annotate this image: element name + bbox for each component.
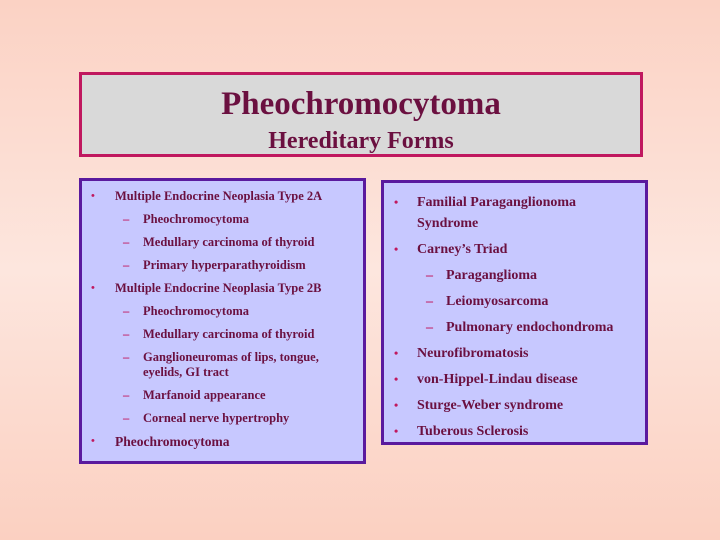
list-subitem: – Medullary carcinoma of thyroid [82, 327, 353, 342]
slide-title: Pheochromocytoma [221, 86, 501, 122]
list-item: • Familial Paraganglionoma Syndrome [384, 192, 635, 234]
title-box [79, 72, 643, 157]
list-item: • Neurofibromatosis [384, 343, 635, 364]
list-subitem: – Pheochromocytoma [82, 304, 353, 319]
list-item: • Pheochromocytoma [82, 434, 353, 449]
left-list [82, 189, 353, 449]
list-subitem: – Leiomyosarcoma [384, 291, 635, 312]
list-item: • von-Hippel-Lindau disease [384, 369, 635, 390]
list-subitem: – Primary hyperparathyroidism [82, 258, 353, 273]
list-subitem: – Pheochromocytoma [82, 212, 353, 227]
list-item: • Tuberous Sclerosis [384, 421, 635, 442]
left-panel [79, 178, 366, 464]
list-item: • Sturge-Weber syndrome [384, 395, 635, 416]
slide-subtitle: Hereditary Forms [268, 128, 454, 154]
list-item: • Multiple Endocrine Neoplasia Type 2B [82, 281, 353, 296]
list-subitem: – Paraganglioma [384, 265, 635, 286]
list-subitem: – Medullary carcinoma of thyroid [82, 235, 353, 250]
right-list [384, 192, 635, 442]
list-subitem: – Corneal nerve hypertrophy [82, 411, 353, 426]
list-item: • Multiple Endocrine Neoplasia Type 2A [82, 189, 353, 204]
list-subitem: – Marfanoid appearance [82, 388, 353, 403]
list-item: • Carney’s Triad [384, 239, 635, 260]
right-panel [381, 180, 648, 445]
list-subitem: – Pulmonary endochondroma [384, 317, 635, 338]
list-subitem: – Ganglioneuromas of lips, tongue, eyelids, GI tract [82, 350, 353, 380]
